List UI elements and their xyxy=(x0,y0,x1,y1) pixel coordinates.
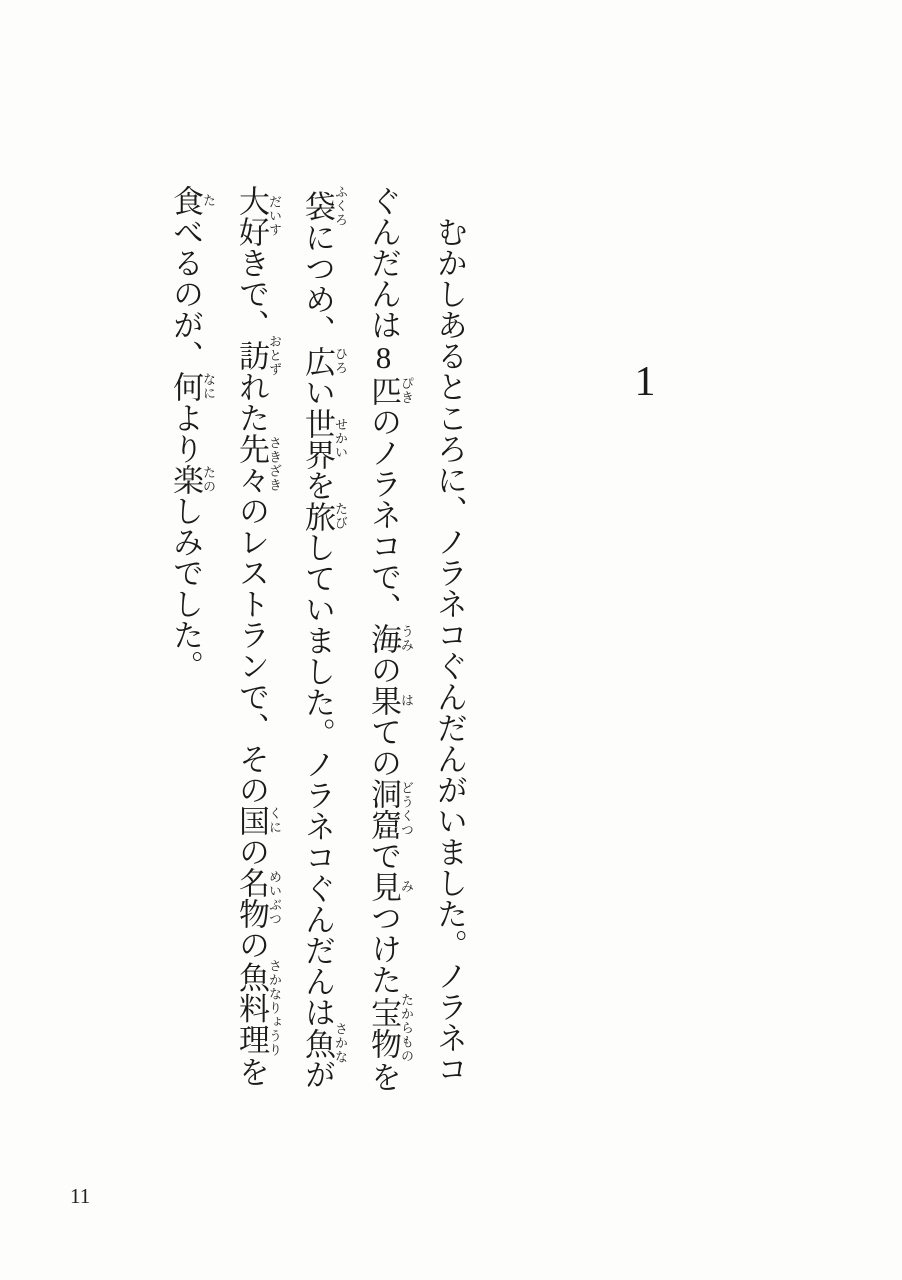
upright-digit: 8 xyxy=(366,340,401,375)
story-line: 大好だいすきで、訪おとずれた先々さきざきのレストランで、その国くにの名物めいぶつの魚料理さかなりょうりを xyxy=(234,185,282,1088)
furigana-ruby: 旅たび xyxy=(300,500,348,532)
page-number: 11 xyxy=(70,1184,91,1208)
furigana-ruby: 名物めいぶつ xyxy=(234,867,282,929)
furigana-ruby: 魚料理さかなりょうり xyxy=(234,959,282,1058)
furigana-ruby: 食た xyxy=(168,185,216,216)
furigana-ruby: 海うみ xyxy=(366,623,414,654)
story-text xyxy=(152,185,482,1135)
furigana-ruby: 先々さきざき xyxy=(234,433,282,495)
furigana-ruby: 訪おとず xyxy=(234,334,282,377)
furigana-ruby: 魚さかな xyxy=(300,1022,348,1064)
furigana-ruby: 国くに xyxy=(234,805,282,836)
furigana-ruby: 洞窟どうくつ xyxy=(366,778,414,840)
furigana-ruby: 広ひろ xyxy=(300,345,348,377)
story-line: むかしあるところに、ノラネコぐんだんがいました。ノラネコ xyxy=(432,216,467,1084)
story-line: 食たべるのが、何なにより楽たのしみでした。 xyxy=(168,185,216,681)
chapter-number: 1 xyxy=(634,359,656,405)
story-line: 袋ふくろにつめ、広ひろい世界せかいを旅たびしていました。ノラネコぐんだんは魚さかなが xyxy=(300,185,348,1090)
furigana-ruby: 匹ぴき xyxy=(366,375,414,406)
furigana-ruby: 見み xyxy=(366,871,414,902)
furigana-ruby: 果は xyxy=(366,685,414,716)
furigana-ruby: 袋ふくろ xyxy=(300,185,348,227)
furigana-ruby: 何なに xyxy=(168,371,216,402)
furigana-ruby: 世界せかい xyxy=(300,407,348,470)
furigana-ruby: 宝物たからもの xyxy=(366,993,414,1063)
story-line: ぐんだんは8匹ぴきのノラネコで、海うみの果はての洞窟どうくつで見みつけた宝物たからものを xyxy=(366,185,414,1092)
furigana-ruby: 大好だいす xyxy=(234,185,282,247)
furigana-ruby: 楽たの xyxy=(168,464,216,495)
